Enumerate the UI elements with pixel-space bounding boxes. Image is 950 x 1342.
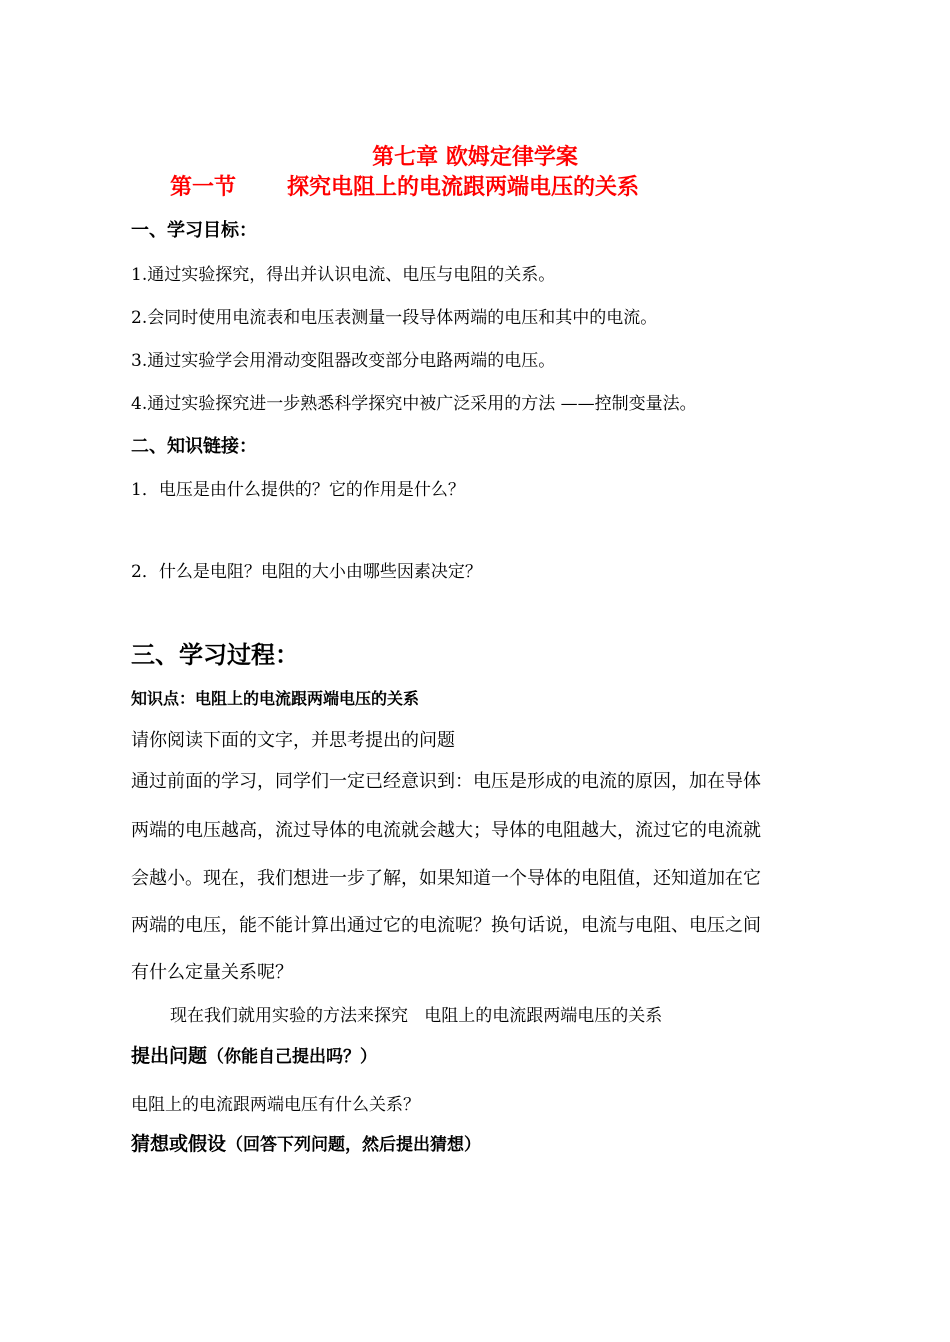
ask-question-heading: 提出问题 (131, 1045, 208, 1067)
section3-heading: 三、学习过程： (131, 641, 299, 669)
ask-question-note: （你能自己提出吗？） (207, 1047, 378, 1067)
section2-heading: 二、知识链接： (131, 436, 257, 457)
paragraph-line-3: 会越小。现在，我们想进一步了解，如果知道一个导体的电阻值，还知道加在它 (131, 868, 761, 889)
section1-heading: 一、学习目标： (131, 220, 257, 241)
chapter-title: 第七章 欧姆定律学案 (372, 145, 578, 170)
experiment-intro-line: 现在我们就用实验的方法来探究 电阻上的电流跟两端电压的关系 (170, 1006, 663, 1026)
knowledge-point: 知识点：电阻上的电流跟两端电压的关系 (131, 689, 420, 708)
knowledge-question-2: 2．什么是电阻？电阻的大小由哪些因素决定？ (131, 562, 482, 582)
section-title: 探究电阻上的电流跟两端电压的关系 (287, 175, 640, 200)
section-label: 第一节 (170, 175, 237, 200)
objective-item-3: 3.通过实验学会用滑动变阻器改变部分电路两端的电压。 (131, 351, 556, 371)
ask-question-row (131, 1041, 377, 1068)
objective-item-1: 1.通过实验探究，得出并认识电流、电压与电阻的关系。 (131, 265, 556, 285)
paragraph-line-2: 两端的电压越高，流过导体的电流就会越大；导体的电阻越大，流过它的电流就 (131, 820, 761, 841)
guess-heading: 猜想或假设 (131, 1133, 227, 1155)
objective-item-4: 4.通过实验探究进一步熟悉科学探究中被广泛采用的方法 ——控制变量法。 (131, 394, 697, 414)
ask-question-text: 电阻上的电流跟两端电压有什么关系？ (131, 1095, 420, 1115)
guess-row (131, 1129, 481, 1156)
reading-instruction: 请你阅读下面的文字，并思考提出的问题 (131, 730, 455, 751)
paragraph-line-4: 两端的电压，能不能计算出通过它的电流呢？换句话说，电流与电阻、电压之间 (131, 915, 761, 936)
objective-item-2: 2.会同时使用电流表和电压表测量一段导体两端的电压和其中的电流。 (131, 308, 658, 328)
paragraph-line-1: 通过前面的学习，同学们一定已经意识到：电压是形成的电流的原因，加在导体 (131, 771, 761, 792)
knowledge-question-1: 1．电压是由什么提供的？它的作用是什么？ (131, 480, 465, 500)
guess-note: （回答下列问题，然后提出猜想） (226, 1135, 482, 1155)
paragraph-line-5: 有什么定量关系呢？ (131, 962, 293, 983)
